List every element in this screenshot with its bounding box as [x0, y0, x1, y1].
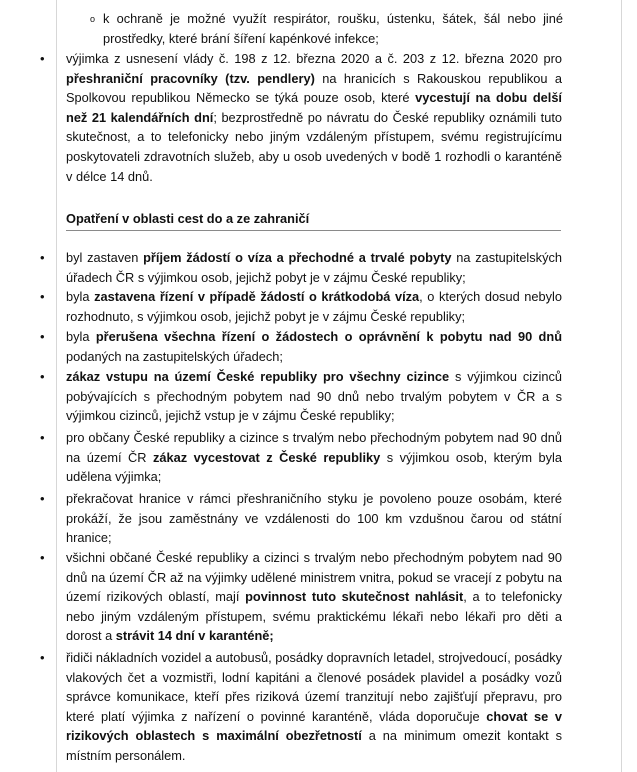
- text-run: pro občany České republiky a cizince s trvalým nebo přechodným pobytem nad 90 dnů na území ČR: [66, 430, 562, 465]
- bold-text-run: vycestují na dobu delší než 21 kalendářních dní: [66, 90, 562, 125]
- bullet-icon: •: [40, 550, 45, 565]
- text-run: byla: [66, 329, 96, 344]
- bullet-icon: •: [40, 430, 45, 445]
- bold-text-run: strávit 14 dní v karanténě;: [115, 628, 274, 644]
- bold-text-run: zákaz vstupu na území České republiky pro všechny cizince: [66, 369, 450, 384]
- text-run: , a to telefonicky nebo jiným vzdáleným přístupem, svému praktickému lékaři nebo lékaři pro děti a dorost a: [66, 589, 562, 644]
- list-item-text: [66, 248, 562, 287]
- bullet-icon: •: [40, 491, 45, 506]
- list-item-text: [66, 648, 562, 766]
- bold-text-run: povinnost tuto skutečnost nahlásit: [245, 589, 464, 605]
- text-run: všichni občané České republiky a cizinci s trvalým nebo přechodným pobytem nad 90 dnů na území ČR až na výjimky udělené ministrem vnitra, pokud se vracejí z pobytu na území rizikových oblastí, mají: [66, 550, 562, 605]
- list-item-text: [66, 367, 562, 426]
- bullet-icon: •: [40, 369, 45, 384]
- text-run: s výjimkou cizinců pobývajících s přechodným pobytem nad 90 dnů nebo trvalým pobytem v ČR a s výjimkou cizinců, jejichž vstup je v zájmu České republiky;: [66, 369, 562, 424]
- text-run: a na minimum omezit kontakt s místním personálem.: [66, 728, 562, 763]
- bold-text-run: zastavena řízení v případě žádostí o krátkodobá víza: [94, 289, 420, 304]
- text-run: podaných na zastupitelských úřadech;: [66, 348, 283, 364]
- text-run: výjimka z usnesení vlády č. 198 z 12. března 2020 a č. 203 z 12. března 2020 pro: [66, 51, 562, 66]
- text-run: byl zastaven: [66, 250, 144, 265]
- circle-bullet-icon: o: [90, 14, 96, 24]
- bullet-icon: •: [40, 329, 45, 344]
- text-run: s výjimkou osob, kterým byla udělena výjimka;: [66, 449, 563, 485]
- left-margin-line: [56, 0, 57, 772]
- bold-text-run: přeshraniční pracovníky (tzv. pendlery): [66, 70, 315, 86]
- sub-list-item: [0, 0, 637, 48]
- heading-underline: [66, 230, 561, 231]
- list-item-text: [66, 49, 562, 186]
- bold-text-run: příjem žádostí o víza a přechodné a trvalé pobyty: [143, 250, 452, 265]
- section-heading: Opatření v oblasti cest do a ze zahraničí: [66, 211, 310, 226]
- list-item-text: [66, 327, 562, 366]
- text-run: překračovat hranice v rámci přeshraničního styku je povoleno pouze osobám, které prokáží, že jsou zaměstnány ve vzdálenosti do 100 km vzdušnou čarou od státní hranice;: [66, 491, 562, 546]
- right-margin-line: [621, 0, 622, 772]
- text-run: na zastupitelských úřadech ČR s výjimkou osob, jejichž pobyt je v zájmu České republiky;: [66, 250, 562, 285]
- bold-text-run: zákaz vycestovat z České republiky: [153, 449, 381, 465]
- bullet-icon: •: [40, 51, 45, 66]
- bullet-icon: •: [40, 650, 45, 665]
- text-run: byla: [66, 289, 95, 304]
- text-run: na hranicích s Rakouskou republikou a Spolkovou republikou Německo se týká pouze osob, které: [66, 70, 562, 106]
- list-item-text: [66, 287, 562, 326]
- bullet-icon: •: [40, 250, 45, 265]
- sub-list-item-text: k ochraně je možné využít respirátor, roušku, ústenku, šátek, šál nebo jiné prostředky, které brání šíření kapénkové infekce;: [103, 11, 563, 46]
- bullet-icon: •: [40, 289, 45, 304]
- list-item-text: [66, 548, 562, 646]
- text-run: ; bezprostředně po návratu do České republiky oznámili tuto skutečnost, a to telefonicky nebo jiným vzdáleným přístupem, svému registrujícímu poskytovateli zdravotních služeb, aby u osob uvedených v bodě 1 rozhodli o karanténě v délce 14 dnů.: [66, 109, 562, 184]
- bold-text-run: chovat se v rizikových oblastech s maximální obezřetností: [66, 708, 562, 744]
- text-run: , o kterých dosud nebylo rozhodnuto, s výjimkou osob, jejichž pobyt je v zájmu České republiky;: [66, 289, 562, 324]
- bold-text-run: přerušena všechna řízení o žádostech o oprávnění k pobytu nad 90 dnů: [95, 329, 563, 344]
- list-item-text: [66, 489, 562, 548]
- text-run: řidiči nákladních vozidel a autobusů, posádky dopravních letadel, strojvedoucí, posádky vlakových čet a vozmistři, lodní kapitáni a členové posádek plavidel a posádky vozů správce komunikace, kteří přes riziková území tranzitují nebo zajišťují přepravu, pro které platí výjimka z nařízení o povinné karanténě, vláda doporučuje: [66, 650, 562, 724]
- list-item-text: [66, 428, 562, 487]
